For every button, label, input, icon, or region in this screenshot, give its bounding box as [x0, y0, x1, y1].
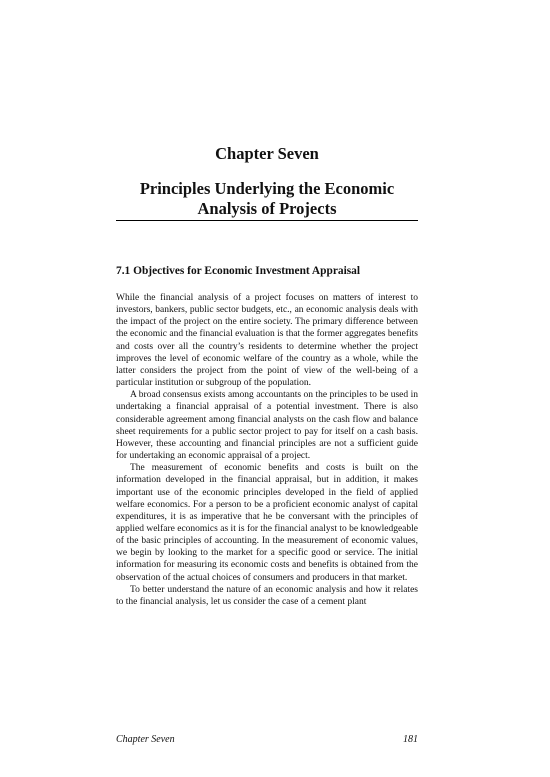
section-heading: 7.1 Objectives for Economic Investment Appraisal	[116, 265, 361, 277]
paragraph: To better understand the nature of an economic analysis and how it relates to the financial analysis, let us consider the case of a cement plant	[116, 584, 418, 607]
paragraph: The measurement of economic benefits and costs is built on the information developed in the financial appraisal, but in addition, it makes important use of the economic principles developed in the field of applied welfare economics. For a person to be a proficient economic analyst of capital expenditures, it is as imperative that he be conversant with the principles of applied welfare economics as it is for the financial analyst to be knowledgeable of the basic principles of accounting. In the measurement of economic values, we begin by looking to the market for a specific good or service. The initial information for measuring its economic costs and benefits is obtained from the observation of the actual choices of consumers and producers in that market.	[116, 463, 418, 583]
running-footer: Chapter Seven	[116, 734, 175, 745]
chapter-title-line-1: Principles Underlying the Economic	[139, 179, 395, 198]
chapter-label: Chapter Seven	[215, 144, 319, 163]
body-text	[116, 292, 418, 608]
page-number: 181	[403, 734, 418, 745]
paragraph: A broad consensus exists among accountants on the principles to be used in undertaking a financial appraisal of a potential investment. There is also considerable agreement among financial analysts on the cash flow and balance sheet requirements for a public sector project to pay for itself on a cash basis. However, these accounting and financial principles are not a sufficient guide for undertaking an economic appraisal of a project.	[116, 390, 418, 462]
paragraph: While the financial analysis of a project focuses on matters of interest to investors, bankers, public sector budgets, etc., an economic analysis deals with the impact of the project on the entire society. The primary difference between the economic and the financial evaluation is that the former aggregates benefits and costs over all the country’s residents to determine whether the project improves the level of economic welfare of the country as a whole, while the latter considers the project from the point of view of the well-being of a particular institution or subgroup of the population.	[116, 293, 418, 389]
title-divider	[116, 220, 418, 221]
chapter-title	[116, 179, 418, 219]
chapter-title-line-2: Analysis of Projects	[197, 199, 337, 218]
